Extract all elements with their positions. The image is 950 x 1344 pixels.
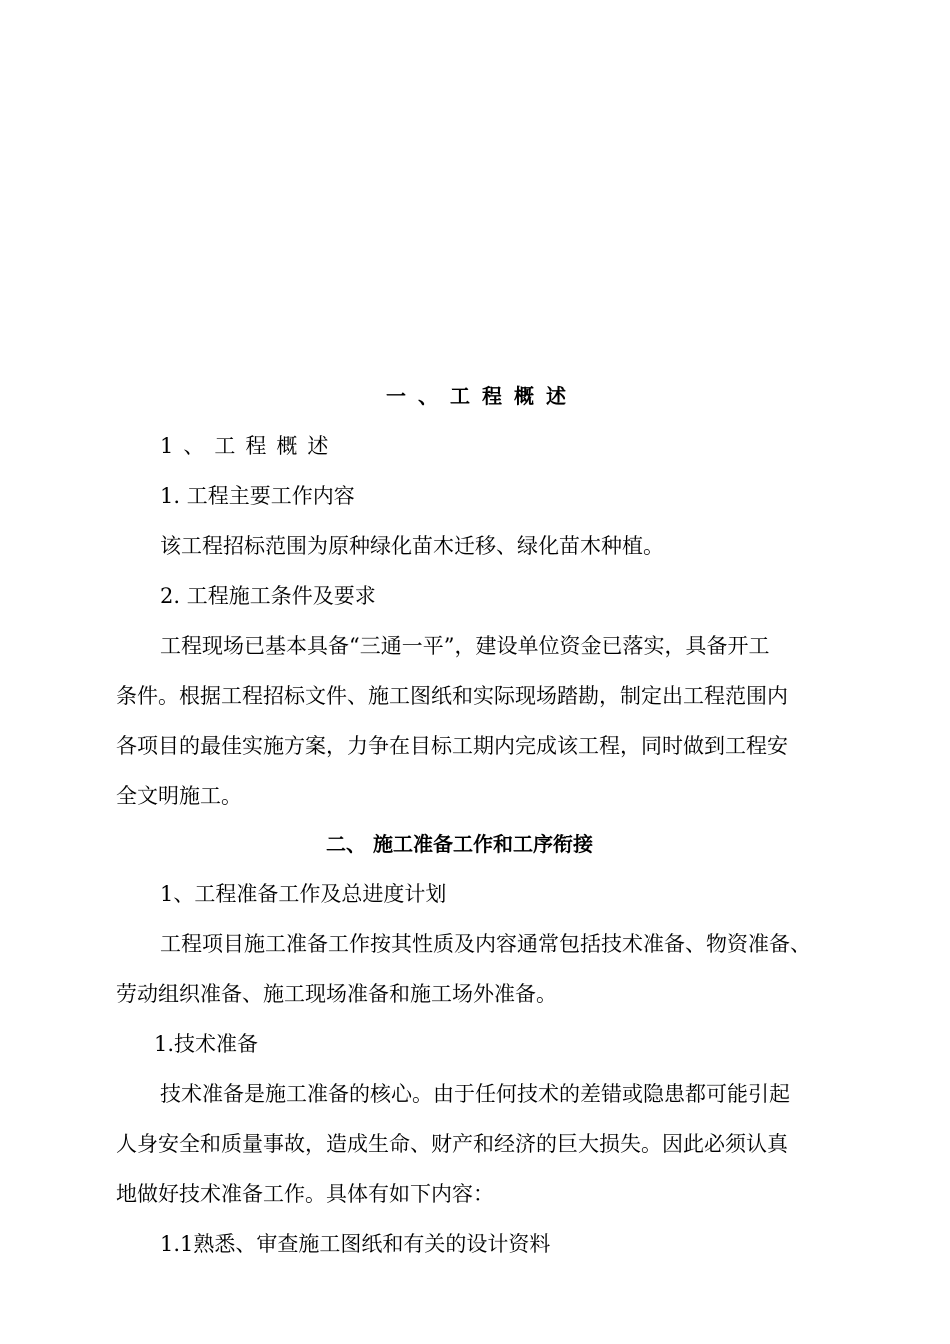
section1-item2-text-line: 各项目的最佳实施方案，力争在目标工期内完成该工程，同时做到工程安 bbox=[116, 734, 788, 758]
section1-title: 一、工程概述 bbox=[386, 384, 578, 408]
section1-item1-title: 1. 工程主要工作内容 bbox=[160, 484, 355, 508]
section1-item2-title: 2. 工程施工条件及要求 bbox=[160, 584, 376, 608]
section1-sub-heading: 1、工程概述 bbox=[160, 434, 339, 458]
section2-item1-title: 1.技术准备 bbox=[154, 1032, 259, 1056]
section2-item1-1-title: 1.1熟悉、审查施工图纸和有关的设计资料 bbox=[160, 1232, 551, 1256]
section1-item1-text: 该工程招标范围为原种绿化苗木迁移、绿化苗木种植。 bbox=[160, 534, 664, 558]
section2-item1-text-line: 人身安全和质量事故，造成生命、财产和经济的巨大损失。因此必须认真 bbox=[116, 1132, 788, 1156]
section1-item2-text-line: 全文明施工。 bbox=[116, 784, 242, 808]
section2-item1-text-line: 地做好技术准备工作。具体有如下内容： bbox=[116, 1182, 494, 1206]
section2-intro-text-line: 劳动组织准备、施工现场准备和施工场外准备。 bbox=[116, 982, 557, 1006]
section2-intro-text-line: 工程项目施工准备工作按其性质及内容通常包括技术准备、物资准备、 bbox=[160, 932, 811, 956]
section2-title: 二、 施工准备工作和工序衔接 bbox=[326, 832, 593, 856]
section2-item1-text-line: 技术准备是施工准备的核心。由于任何技术的差错或隐患都可能引起 bbox=[160, 1082, 790, 1106]
section1-item2-text-line: 条件。根据工程招标文件、施工图纸和实际现场踏勘，制定出工程范围内 bbox=[116, 684, 788, 708]
section2-sub-heading: 1、工程准备工作及总进度计划 bbox=[160, 882, 447, 906]
section1-item2-text-line: 工程现场已基本具备“三通一平”，建设单位资金已落实，具备开工 bbox=[160, 634, 770, 658]
